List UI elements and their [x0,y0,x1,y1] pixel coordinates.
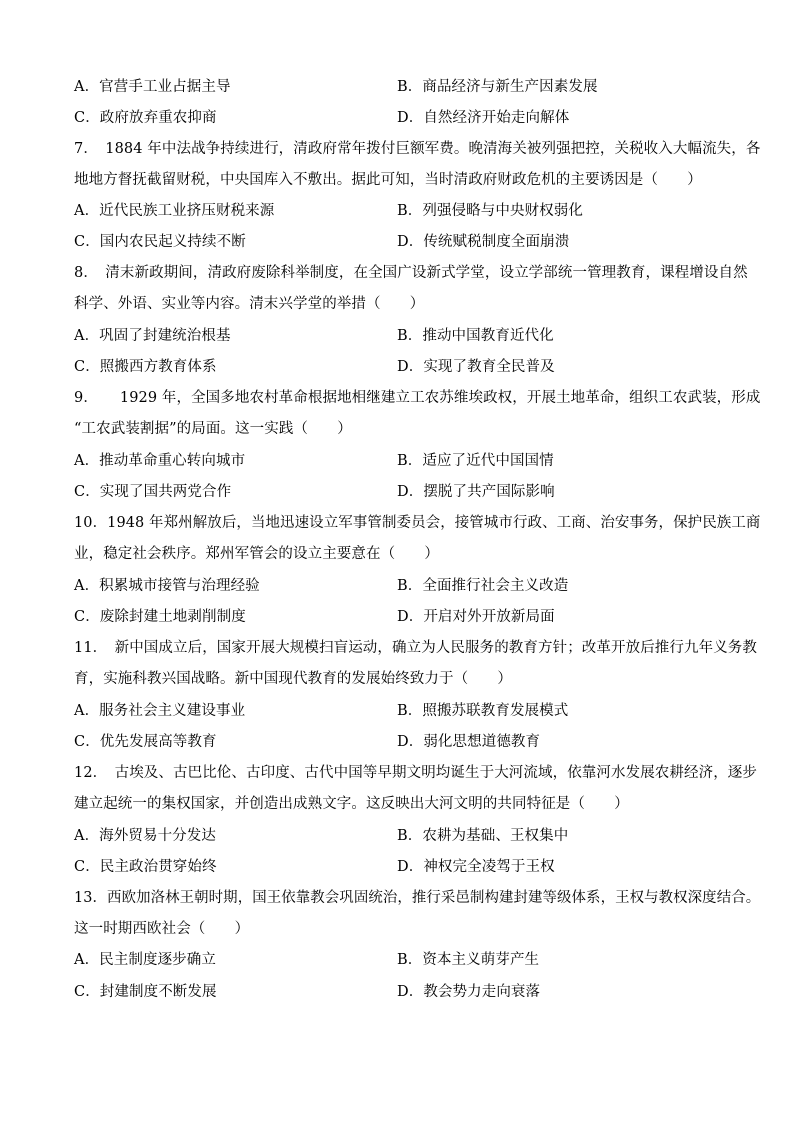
q11-option-c: C．优先发展高等教育 [74,734,217,750]
q10-option-d: D．开启对外开放新局面 [397,609,555,625]
q8-option-d: D．实现了教育全民普及 [397,359,555,375]
q13-stem-line1: 13．西欧加洛林王朝时期，国王依靠教会巩固统治，推行采邑制构建封建等级体系，王权与教权深度结合。 [74,890,761,906]
q7-option-b: B．列强侵略与中央财权弱化 [397,203,583,219]
q12-option-a: A．海外贸易十分发达 [74,828,216,844]
q10-option-a: A．积累城市接管与治理经验 [74,578,260,594]
q13-option-d: D．教会势力走向衰落 [397,984,541,1000]
q11-option-b: B．照搬苏联教育发展模式 [397,703,569,719]
q12-option-d: D．神权完全凌驾于王权 [397,859,555,875]
q11-option-a: A．服务社会主义建设事业 [74,703,246,719]
q9-option-b: B．适应了近代中国国情 [397,453,554,469]
q8-stem-line1: 8． 清末新政期间，清政府废除科举制度，在全国广设新式学堂，设立学部统一管理教育，课程增设自然 [74,265,748,281]
q6-option-c: C．政府放弃重农抑商 [74,110,217,126]
q10-option-c: C．废除封建土地剥削制度 [74,609,246,625]
q12-option-c: C．民主政治贯穿始终 [74,859,217,875]
q6-option-b: B．商品经济与新生产因素发展 [397,79,598,95]
q6-option-a: A．官营手工业占据主导 [74,79,231,95]
q9-stem-line1: 9． 1929 年，全国多地农村革命根据地相继建立工农苏维埃政权，开展土地革命，组织工农武装，形成 [74,390,761,406]
q8-option-b: B．推动中国教育近代化 [397,328,554,344]
q7-option-d: D．传统赋税制度全面崩溃 [397,234,570,250]
q12-option-b: B．农耕为基础、王权集中 [397,828,569,844]
q10-stem-line1: 10．1948 年郑州解放后，当地迅速设立军事管制委员会，接管城市行政、工商、治安事务，保护民族工商 [74,515,761,531]
q10-stem-line2: 业，稳定社会秩序。郑州军管会的设立主要意在（ ） [74,546,439,562]
q11-stem-line1: 11． 新中国成立后，国家开展大规模扫盲运动，确立为人民服务的教育方针；改革开放后推行九年义务教 [74,640,757,656]
q9-stem-line2: “工农武装割据”的局面。这一实践（ ） [74,421,352,437]
q9-option-c: C．实现了国共两党合作 [74,484,232,500]
q13-option-b: B．资本主义萌芽产生 [397,952,540,968]
q7-stem-line2: 地地方督抚截留财税，中央国库入不敷出。据此可知，当时清政府财政危机的主要诱因是（ ） [74,172,702,188]
q8-option-a: A．巩固了封建统治根基 [74,328,231,344]
q13-stem-line2: 这一时期西欧社会（ ） [74,921,250,937]
q8-stem-line2: 科学、外语、实业等内容。清末兴学堂的举措（ ） [74,296,425,312]
q6-option-d: D．自然经济开始走向解体 [397,110,570,126]
q12-stem-line2: 建立起统一的集权国家，并创造出成熟文字。这反映出大河文明的共同特征是（ ） [74,796,629,812]
q11-option-d: D．弱化思想道德教育 [397,734,541,750]
q7-option-c: C．国内农民起义持续不断 [74,234,246,250]
q11-stem-line2: 育，实施科教兴国战略。新中国现代教育的发展始终致力于（ ） [74,671,512,687]
q8-option-c: C．照搬西方教育体系 [74,359,217,375]
q10-option-b: B．全面推行社会主义改造 [397,578,569,594]
q12-stem-line1: 12． 古埃及、古巴比伦、古印度、古代中国等早期文明均诞生于大河流域，依靠河水发展农耕经济，逐步 [74,765,757,781]
q13-option-c: C．封建制度不断发展 [74,984,217,1000]
q7-option-a: A．近代民族工业挤压财税来源 [74,203,275,219]
q9-option-d: D．摆脱了共产国际影响 [397,484,555,500]
q9-option-a: A．推动革命重心转向城市 [74,453,246,469]
q7-stem-line1: 7． 1884 年中法战争持续进行，清政府常年拨付巨额军费。晚清海关被列强把控，关税收入大幅流失，各 [74,141,761,157]
q13-option-a: A．民主制度逐步确立 [74,952,216,968]
